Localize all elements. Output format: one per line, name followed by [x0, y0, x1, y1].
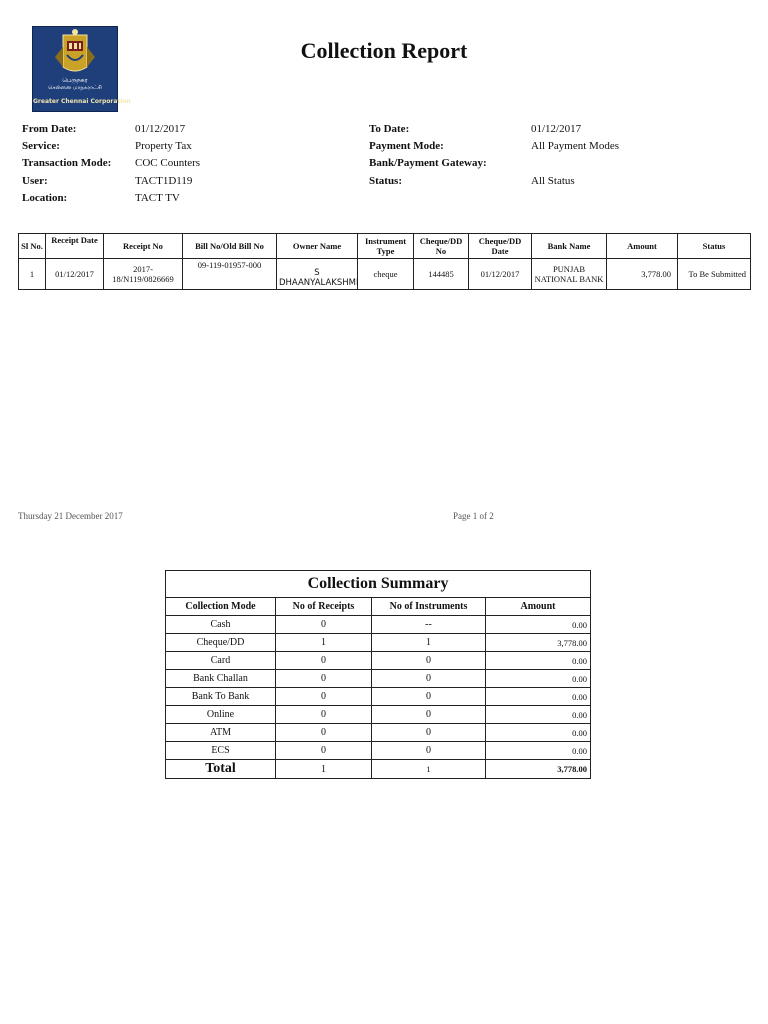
summary-instruments: 0 [372, 670, 486, 688]
cell-status: To Be Submitted [678, 259, 751, 290]
from-date-label: From Date: [22, 123, 77, 135]
summary-receipts: 0 [276, 688, 372, 706]
summary-instruments: 0 [372, 652, 486, 670]
summary-total-row [166, 760, 591, 779]
cell-instrument-type: cheque [358, 259, 414, 290]
summary-receipts: 0 [276, 652, 372, 670]
summary-total-label: Total [166, 760, 276, 779]
user-value: TACT1D119 [135, 175, 193, 187]
summary-row-atm [166, 724, 591, 742]
summary-mode: Online [166, 706, 276, 724]
summary-row-cash [166, 616, 591, 634]
summary-amount: 0.00 [486, 670, 591, 688]
footer-page-number: Page 1 of 2 [453, 511, 494, 521]
cell-bill-no: 09-119-01957-000 [183, 259, 277, 290]
summary-receipts: 1 [276, 634, 372, 652]
summary-row-cheque-dd [166, 634, 591, 652]
summary-receipts: 0 [276, 616, 372, 634]
logo-tamil-line-1: பெருநகர [62, 77, 88, 84]
summary-row-ecs [166, 742, 591, 760]
report-title: Collection Report [300, 38, 468, 63]
column-header-amount: Amount [607, 234, 678, 259]
summary-receipts: 0 [276, 724, 372, 742]
summary-mode: Bank To Bank [166, 688, 276, 706]
summary-header-mode: Collection Mode [166, 598, 276, 616]
summary-row-card [166, 652, 591, 670]
summary-receipts: 0 [276, 670, 372, 688]
user-label: User: [22, 175, 48, 187]
column-header-receipt-date: Receipt Date [46, 234, 104, 259]
summary-instruments: -- [372, 616, 486, 634]
summary-header-amount: Amount [486, 598, 591, 616]
summary-amount: 0.00 [486, 688, 591, 706]
summary-amount: 0.00 [486, 742, 591, 760]
summary-amount: 0.00 [486, 616, 591, 634]
summary-total-instruments: 1 [372, 760, 486, 779]
summary-instruments: 1 [372, 634, 486, 652]
footer-date: Thursday 21 December 2017 [18, 511, 123, 521]
logo-tamil-line-2: சென்னை மாநகராட்சி [48, 85, 102, 91]
column-header-bank-name: Bank Name [532, 234, 607, 259]
column-header-owner-name: Owner Name [277, 234, 358, 259]
column-header-cheque-no: Cheque/DD No [414, 234, 469, 259]
column-header-status: Status [678, 234, 751, 259]
summary-instruments: 0 [372, 688, 486, 706]
summary-total-receipts: 1 [276, 760, 372, 779]
collection-summary-table [165, 570, 591, 779]
summary-mode: ATM [166, 724, 276, 742]
cell-receipt-date: 01/12/2017 [46, 259, 104, 290]
logo-english-name: Greater Chennai Corporation [33, 98, 131, 105]
to-date-label: To Date: [369, 123, 410, 135]
summary-title: Collection Summary [166, 571, 591, 598]
summary-row-bank-to-bank [166, 688, 591, 706]
cell-amount: 3,778.00 [607, 259, 678, 290]
summary-header-row [166, 598, 591, 616]
summary-instruments: 0 [372, 706, 486, 724]
payment-mode-label: Payment Mode: [369, 140, 444, 152]
table-header-row [19, 234, 751, 259]
collection-table [18, 233, 751, 290]
summary-row-online [166, 706, 591, 724]
summary-amount: 0.00 [486, 652, 591, 670]
cell-cheque-no: 144485 [414, 259, 469, 290]
summary-total-amount: 3,778.00 [486, 760, 591, 779]
column-header-receipt-no: Receipt No [104, 234, 183, 259]
service-value: Property Tax [135, 140, 192, 152]
summary-mode: Card [166, 652, 276, 670]
summary-header-instruments: No of Instruments [372, 598, 486, 616]
summary-mode: Cash [166, 616, 276, 634]
column-header-cheque-date: Cheque/DD Date [469, 234, 532, 259]
summary-mode: Cheque/DD [166, 634, 276, 652]
summary-instruments: 0 [372, 724, 486, 742]
status-value: All Status [531, 175, 575, 187]
service-label: Service: [22, 140, 60, 152]
summary-mode: ECS [166, 742, 276, 760]
gateway-label: Bank/Payment Gateway: [369, 157, 487, 169]
status-label: Status: [369, 175, 403, 187]
summary-amount: 0.00 [486, 724, 591, 742]
from-date-value: 01/12/2017 [135, 123, 186, 135]
payment-mode-value: All Payment Modes [531, 140, 619, 152]
summary-amount: 3,778.00 [486, 634, 591, 652]
location-value: TACT TV [135, 192, 180, 204]
column-header-instrument-type: Instrument Type [358, 234, 414, 259]
cell-owner-name: S DHAANYALAKSHMI [277, 259, 358, 290]
summary-row-bank-challan [166, 670, 591, 688]
location-label: Location: [22, 192, 68, 204]
transaction-mode-label: Transaction Mode: [22, 157, 112, 169]
summary-mode: Bank Challan [166, 670, 276, 688]
summary-instruments: 0 [372, 742, 486, 760]
cell-bank-name: PUNJAB NATIONAL BANK [532, 259, 607, 290]
transaction-mode-value: COC Counters [135, 157, 201, 169]
column-header-bill-no: Bill No/Old Bill No [183, 234, 277, 259]
summary-amount: 0.00 [486, 706, 591, 724]
summary-receipts: 0 [276, 742, 372, 760]
cell-cheque-date: 01/12/2017 [469, 259, 532, 290]
table-row [19, 259, 751, 290]
summary-receipts: 0 [276, 706, 372, 724]
column-header-sl-no: Sl No. [19, 234, 46, 259]
summary-header-receipts: No of Receipts [276, 598, 372, 616]
to-date-value: 01/12/2017 [531, 123, 582, 135]
cell-receipt-no: 2017-18/N119/0826669 [104, 259, 183, 290]
cell-sl-no: 1 [19, 259, 46, 290]
